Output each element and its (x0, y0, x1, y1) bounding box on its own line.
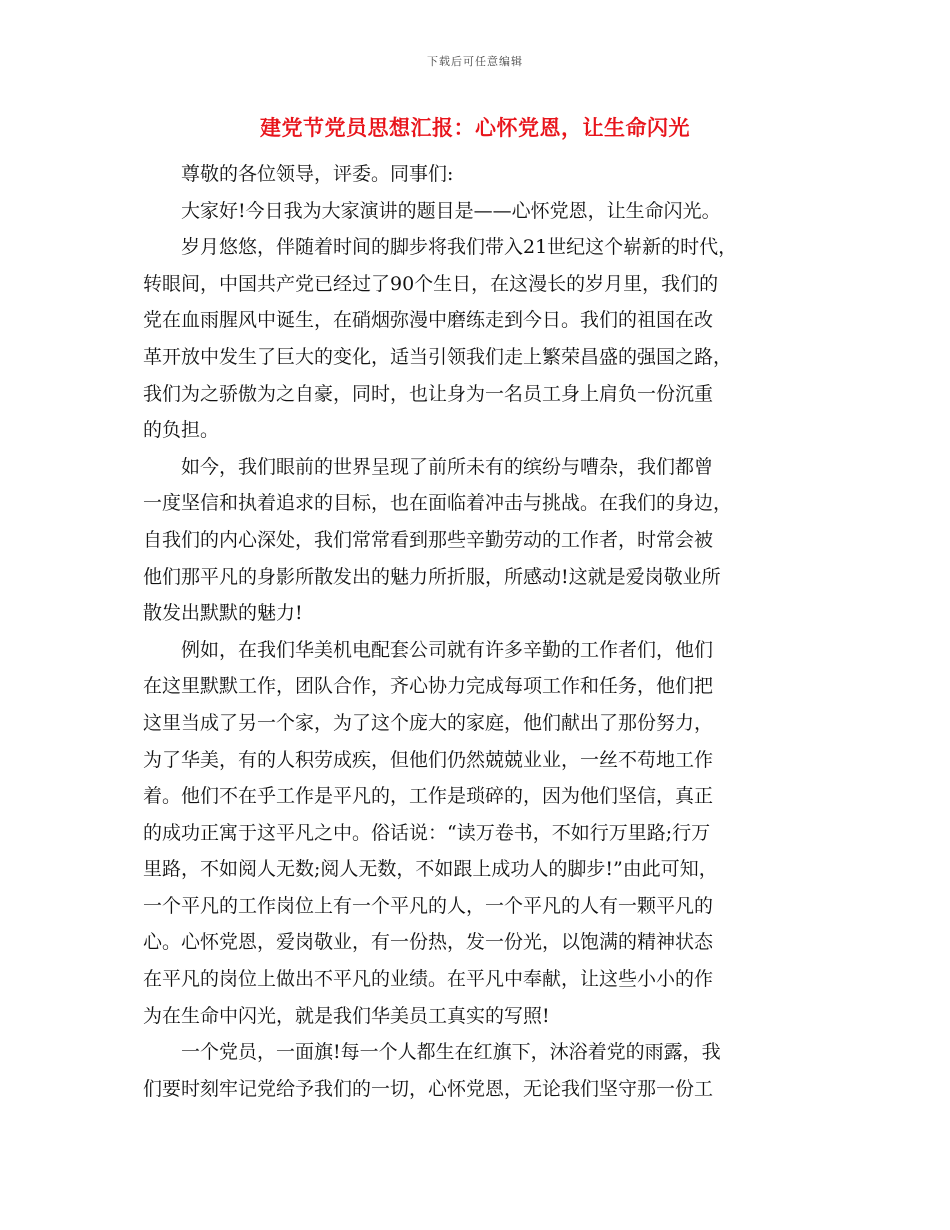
paragraph-party-member: 一个党员，一面旗!每一个人都生在红旗下，沐浴着党的雨露，我 们要时刻牢记党给予我们的一切，心怀党恩，无论我们坚守那一份工 (143, 1041, 721, 1100)
paragraph-greeting: 大家好!今日我为大家演讲的题目是——心怀党恩，让生命闪光。 (181, 199, 721, 222)
paragraph-history: 岁月悠悠，伴随着时间的脚步将我们带入21世纪这个崭新的时代， 转眼间，中国共产党已经过了90个生日，在这漫长的岁月里，我们的 党在血雨腥风中诞生，在硝烟弥漫中磨练走到今日。我们的祖国在改 革开放中发生了巨大的变化，适当引领我们走上繁荣昌盛的强国之路， 我们为之骄傲为之自豪，同时，也让身为一名员工身上肩负一份沉重 的负担。 (143, 236, 738, 442)
paragraph-example: 例如，在我们华美机电配套公司就有许多辛勤的工作者们，他们 在这里默默工作，团队合作，齐心协力完成每项工作和任务，他们把 这里当成了另一个家，为了这个庞大的家庭，他们献出了那份努力， 为了华美，有的人积劳成疾，但他们仍然兢兢业业，一丝不苟地工作 着。他们不在乎工作是平凡的，工作是琐碎的，因为他们坚信，真正 的成功正寓于这平凡之中。俗话说：“读万卷书，不如行万里路;行万 里路，不如阅人无数;阅人无数，不如跟上成功人的脚步!”由此可知， 一个平凡的工作岗位上有一个平凡的人，一个平凡的人有一颗平凡的 心。心怀党恩，爱岗敬业，有一份热，发一份光，以饱满的精神状态 在平凡的岗位上做出不平凡的业绩。在平凡中奉献，让这些小小的作 为在生命中闪光，就是我们华美员工真实的写照! (143, 638, 718, 1027)
document-body (143, 156, 808, 1107)
paragraph-present-world: 如今，我们眼前的世界呈现了前所未有的缤纷与嘈杂，我们都曾 一度坚信和执着追求的目标，也在面临着冲击与挑战。在我们的身边， 自我们的内心深处，我们常常看到那些辛勤劳动的工作者，时常会被 他们那平凡的身影所散发出的魅力所折服，所感动!这就是爱岗敬业所 散发出默默的魅力! (143, 455, 733, 625)
paragraph-salutation: 尊敬的各位领导，评委。同事们: (181, 163, 454, 185)
page-header-note: 下载后可任意编辑 (427, 55, 523, 68)
document-title: 建党节党员思想汇报：心怀党恩，让生命闪光 (260, 115, 690, 140)
